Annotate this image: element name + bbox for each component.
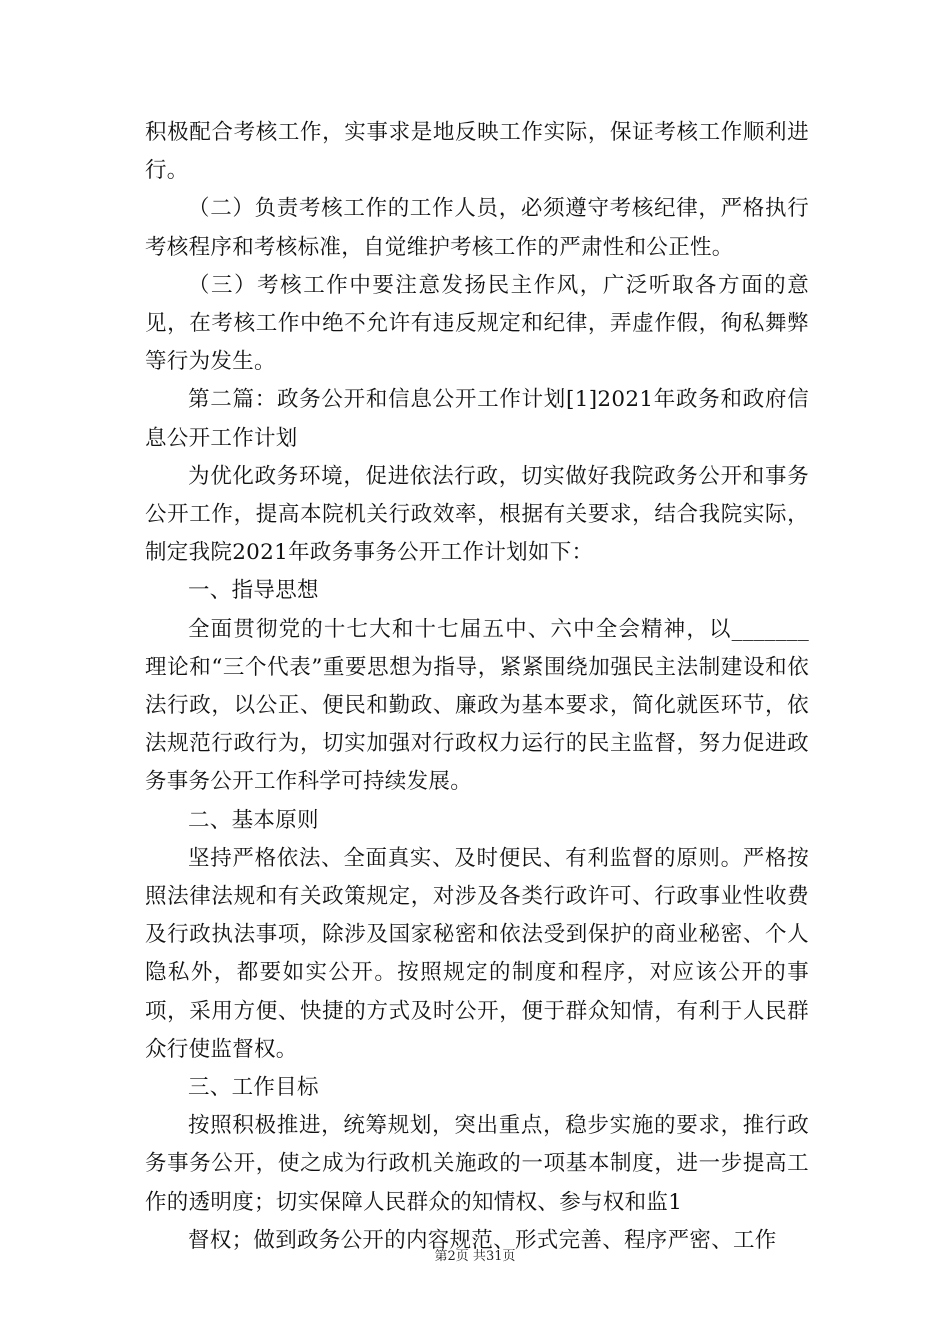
footer-current-page: 2 <box>447 1249 456 1264</box>
page-footer <box>0 1248 950 1266</box>
paragraph-guiding-thought: 全面贯彻党的十七大和十七届五中、六中全会精神，以_______理论和“三个代表”重要思想为指导，紧紧围绕加强民主法制建设和依法行政，以公正、便民和勤政、廉政为基本要求，简化就医环节，依法规范行政行为，切实加强对行政权力运行的民主监督，努力促进政务事务公开工作科学可持续发展。 <box>145 616 809 795</box>
chapter-heading: 第二篇：政务公开和信息公开工作计划[1]2021年政务和政府信息公开工作计划 <box>145 387 809 451</box>
paragraph-section-three: （三）考核工作中要注意发扬民主作风，广泛听取各方面的意见，在考核工作中绝不允许有违反规定和纪律，弄虚作假，徇私舞弊等行为发生。 <box>145 272 809 375</box>
paragraph-work-goals: 按照积极推进，统筹规划，突出重点，稳步实施的要求，推行政务事务公开，使之成为行政机关施政的一项基本制度，进一步提高工作的透明度；切实保障人民群众的知情权、参与权和监1 <box>145 1113 809 1215</box>
paragraph-section-two: （二）负责考核工作的工作人员，必须遵守考核纪律，严格执行考核程序和考核标准，自觉维护考核工作的严肃性和公正性。 <box>145 196 809 260</box>
footer-middle: 页 共 <box>455 1249 486 1264</box>
footer-suffix: 页 <box>502 1249 516 1264</box>
heading-guiding-thought: 一、指导思想 <box>188 578 319 604</box>
heading-work-goals: 三、工作目标 <box>188 1075 319 1101</box>
footer-total-pages: 31 <box>485 1249 503 1264</box>
paragraph-continued: 积极配合考核工作，实事求是地反映工作实际，保证考核工作顺利进行。 <box>145 120 809 184</box>
document-body <box>145 114 809 1260</box>
paragraph-intro: 为优化政务环境，促进依法行政，切实做好我院政务公开和事务公开工作，提高本院机关行政效率，根据有关要求，结合我院实际，制定我院2021年政务事务公开工作计划如下： <box>145 463 809 566</box>
footer-prefix: 第 <box>434 1249 448 1264</box>
paragraph-continuation: 督权；做到政务公开的内容规范、形式完善、程序严密、工作 <box>188 1227 777 1253</box>
heading-basic-principles: 二、基本原则 <box>188 807 319 833</box>
paragraph-basic-principles: 坚持严格依法、全面真实、及时便民、有利监督的原则。严格按照法律法规和有关政策规定，对涉及各类行政许可、行政事业性收费及行政执法事项，除涉及国家秘密和依法受到保护的商业秘密、个人隐私外，都要如实公开。按照规定的制度和程序，对应该公开的事项，采用方便、快捷的方式及时公开，便于群众知情，有利于人民群众行使监督权。 <box>145 845 809 1062</box>
